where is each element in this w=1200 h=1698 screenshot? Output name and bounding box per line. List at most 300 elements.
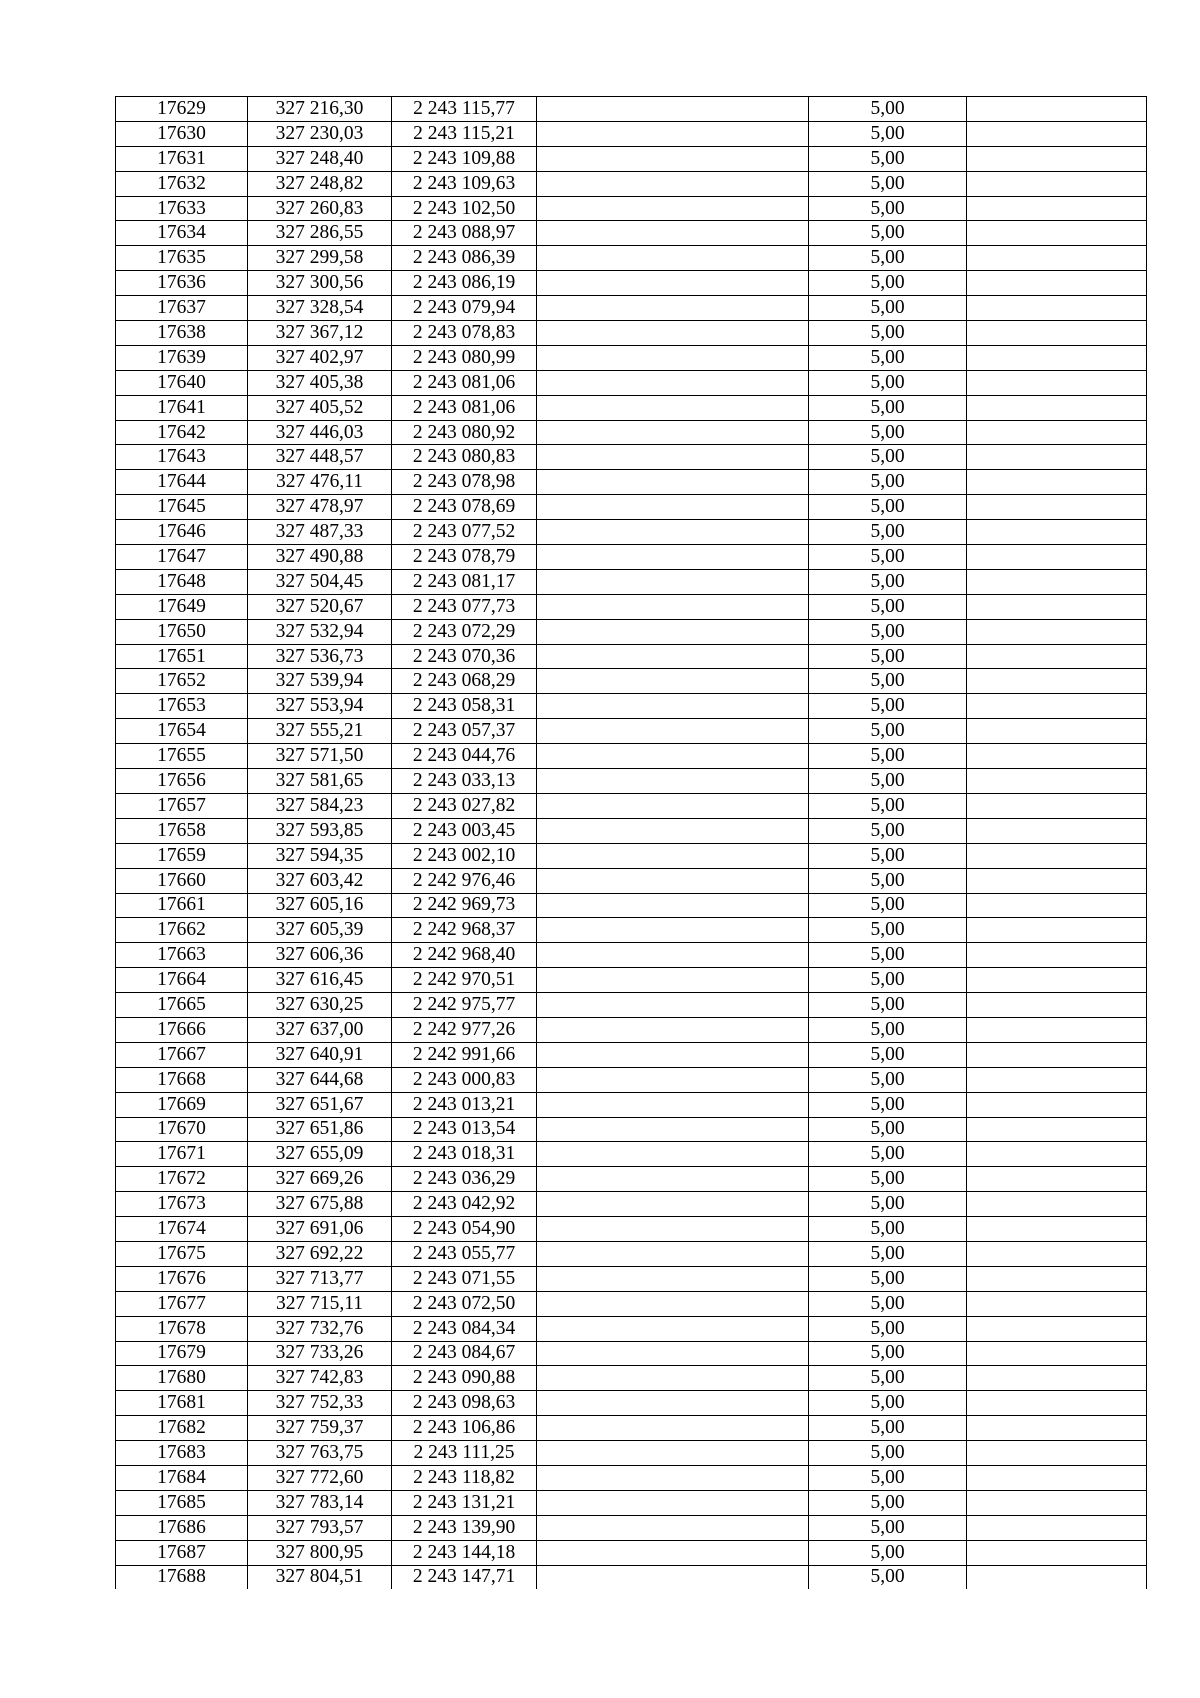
x-coordinate-cell: 327 230,03 — [248, 121, 392, 146]
x-coordinate-cell: 327 605,39 — [248, 918, 392, 943]
empty-cell — [967, 1042, 1147, 1067]
empty-cell — [967, 619, 1147, 644]
empty-cell — [537, 1465, 809, 1490]
point-number-cell: 17634 — [116, 221, 248, 246]
value-cell: 5,00 — [809, 1565, 967, 1589]
x-coordinate-cell: 327 504,45 — [248, 569, 392, 594]
empty-cell — [537, 1192, 809, 1217]
y-coordinate-cell: 2 243 084,34 — [392, 1316, 537, 1341]
point-number-cell: 17659 — [116, 843, 248, 868]
point-number-cell: 17654 — [116, 719, 248, 744]
point-number-cell: 17677 — [116, 1291, 248, 1316]
empty-cell — [537, 121, 809, 146]
y-coordinate-cell: 2 243 078,98 — [392, 470, 537, 495]
empty-cell — [537, 694, 809, 719]
y-coordinate-cell: 2 242 969,73 — [392, 893, 537, 918]
x-coordinate-cell: 327 402,97 — [248, 345, 392, 370]
table-row — [116, 1192, 1147, 1217]
x-coordinate-cell: 327 793,57 — [248, 1515, 392, 1540]
empty-cell — [967, 370, 1147, 395]
y-coordinate-cell: 2 243 080,99 — [392, 345, 537, 370]
table-row — [116, 470, 1147, 495]
point-number-cell: 17633 — [116, 196, 248, 221]
table-row — [116, 1291, 1147, 1316]
point-number-cell: 17639 — [116, 345, 248, 370]
x-coordinate-cell: 327 581,65 — [248, 769, 392, 794]
table-row — [116, 594, 1147, 619]
x-coordinate-cell: 327 752,33 — [248, 1391, 392, 1416]
empty-cell — [537, 1042, 809, 1067]
value-cell: 5,00 — [809, 1167, 967, 1192]
y-coordinate-cell: 2 242 975,77 — [392, 993, 537, 1018]
empty-cell — [537, 669, 809, 694]
point-number-cell: 17635 — [116, 246, 248, 271]
empty-cell — [537, 744, 809, 769]
point-number-cell: 17676 — [116, 1266, 248, 1291]
empty-cell — [537, 271, 809, 296]
empty-cell — [537, 221, 809, 246]
empty-cell — [537, 545, 809, 570]
empty-cell — [967, 296, 1147, 321]
empty-cell — [537, 893, 809, 918]
empty-cell — [537, 370, 809, 395]
empty-cell — [537, 793, 809, 818]
table-row — [116, 1416, 1147, 1441]
x-coordinate-cell: 327 446,03 — [248, 420, 392, 445]
point-number-cell: 17645 — [116, 495, 248, 520]
table-row — [116, 321, 1147, 346]
table-row — [116, 644, 1147, 669]
empty-cell — [967, 395, 1147, 420]
value-cell: 5,00 — [809, 196, 967, 221]
empty-cell — [537, 1515, 809, 1540]
point-number-cell: 17631 — [116, 146, 248, 171]
point-number-cell: 17658 — [116, 818, 248, 843]
table-row — [116, 744, 1147, 769]
value-cell: 5,00 — [809, 1142, 967, 1167]
point-number-cell: 17684 — [116, 1465, 248, 1490]
empty-cell — [537, 196, 809, 221]
point-number-cell: 17629 — [116, 97, 248, 122]
empty-cell — [537, 1266, 809, 1291]
empty-cell — [967, 1540, 1147, 1565]
table-row — [116, 1092, 1147, 1117]
y-coordinate-cell: 2 243 018,31 — [392, 1142, 537, 1167]
table-row — [116, 520, 1147, 545]
empty-cell — [537, 1241, 809, 1266]
y-coordinate-cell: 2 243 079,94 — [392, 296, 537, 321]
point-number-cell: 17660 — [116, 868, 248, 893]
x-coordinate-cell: 327 299,58 — [248, 246, 392, 271]
table-row — [116, 121, 1147, 146]
y-coordinate-cell: 2 243 147,71 — [392, 1565, 537, 1589]
empty-cell — [967, 1167, 1147, 1192]
empty-cell — [537, 1490, 809, 1515]
x-coordinate-cell: 327 691,06 — [248, 1217, 392, 1242]
value-cell: 5,00 — [809, 545, 967, 570]
point-number-cell: 17681 — [116, 1391, 248, 1416]
empty-cell — [967, 1366, 1147, 1391]
empty-cell — [537, 1117, 809, 1142]
empty-cell — [967, 843, 1147, 868]
empty-cell — [967, 1341, 1147, 1366]
y-coordinate-cell: 2 243 109,88 — [392, 146, 537, 171]
empty-cell — [967, 993, 1147, 1018]
empty-cell — [967, 594, 1147, 619]
empty-cell — [967, 271, 1147, 296]
value-cell: 5,00 — [809, 968, 967, 993]
value-cell: 5,00 — [809, 271, 967, 296]
x-coordinate-cell: 327 669,26 — [248, 1167, 392, 1192]
table-row — [116, 296, 1147, 321]
empty-cell — [967, 1465, 1147, 1490]
table-row — [116, 395, 1147, 420]
x-coordinate-cell: 327 593,85 — [248, 818, 392, 843]
point-number-cell: 17685 — [116, 1490, 248, 1515]
y-coordinate-cell: 2 243 081,06 — [392, 370, 537, 395]
empty-cell — [967, 1241, 1147, 1266]
value-cell: 5,00 — [809, 694, 967, 719]
value-cell: 5,00 — [809, 370, 967, 395]
point-number-cell: 17679 — [116, 1341, 248, 1366]
empty-cell — [537, 1391, 809, 1416]
empty-cell — [967, 719, 1147, 744]
value-cell: 5,00 — [809, 1341, 967, 1366]
y-coordinate-cell: 2 243 115,21 — [392, 121, 537, 146]
empty-cell — [967, 968, 1147, 993]
point-number-cell: 17630 — [116, 121, 248, 146]
x-coordinate-cell: 327 216,30 — [248, 97, 392, 122]
y-coordinate-cell: 2 243 054,90 — [392, 1217, 537, 1242]
empty-cell — [537, 818, 809, 843]
empty-cell — [537, 918, 809, 943]
value-cell: 5,00 — [809, 345, 967, 370]
x-coordinate-cell: 327 644,68 — [248, 1067, 392, 1092]
y-coordinate-cell: 2 243 144,18 — [392, 1540, 537, 1565]
empty-cell — [537, 594, 809, 619]
value-cell: 5,00 — [809, 719, 967, 744]
empty-cell — [967, 669, 1147, 694]
point-number-cell: 17669 — [116, 1092, 248, 1117]
empty-cell — [537, 395, 809, 420]
point-number-cell: 17644 — [116, 470, 248, 495]
empty-cell — [967, 1017, 1147, 1042]
y-coordinate-cell: 2 242 968,37 — [392, 918, 537, 943]
x-coordinate-cell: 327 742,83 — [248, 1366, 392, 1391]
value-cell: 5,00 — [809, 1490, 967, 1515]
value-cell: 5,00 — [809, 744, 967, 769]
point-number-cell: 17665 — [116, 993, 248, 1018]
empty-cell — [967, 1192, 1147, 1217]
x-coordinate-cell: 327 606,36 — [248, 943, 392, 968]
table-row — [116, 1167, 1147, 1192]
empty-cell — [967, 420, 1147, 445]
point-number-cell: 17674 — [116, 1217, 248, 1242]
table-row — [116, 1117, 1147, 1142]
y-coordinate-cell: 2 243 078,83 — [392, 321, 537, 346]
value-cell: 5,00 — [809, 918, 967, 943]
point-number-cell: 17661 — [116, 893, 248, 918]
y-coordinate-cell: 2 243 058,31 — [392, 694, 537, 719]
empty-cell — [537, 943, 809, 968]
empty-cell — [537, 968, 809, 993]
y-coordinate-cell: 2 242 968,40 — [392, 943, 537, 968]
value-cell: 5,00 — [809, 296, 967, 321]
empty-cell — [967, 644, 1147, 669]
point-number-cell: 17653 — [116, 694, 248, 719]
empty-cell — [537, 644, 809, 669]
point-number-cell: 17650 — [116, 619, 248, 644]
x-coordinate-cell: 327 584,23 — [248, 793, 392, 818]
table-row — [116, 1217, 1147, 1242]
empty-cell — [967, 221, 1147, 246]
point-number-cell: 17656 — [116, 769, 248, 794]
y-coordinate-cell: 2 243 109,63 — [392, 171, 537, 196]
value-cell: 5,00 — [809, 1092, 967, 1117]
value-cell: 5,00 — [809, 1391, 967, 1416]
point-number-cell: 17652 — [116, 669, 248, 694]
value-cell: 5,00 — [809, 1540, 967, 1565]
value-cell: 5,00 — [809, 1441, 967, 1466]
empty-cell — [967, 1092, 1147, 1117]
point-number-cell: 17647 — [116, 545, 248, 570]
value-cell: 5,00 — [809, 321, 967, 346]
empty-cell — [537, 345, 809, 370]
x-coordinate-cell: 327 248,40 — [248, 146, 392, 171]
y-coordinate-cell: 2 243 055,77 — [392, 1241, 537, 1266]
point-number-cell: 17687 — [116, 1540, 248, 1565]
table-row — [116, 370, 1147, 395]
x-coordinate-cell: 327 804,51 — [248, 1565, 392, 1589]
empty-cell — [537, 843, 809, 868]
point-number-cell: 17640 — [116, 370, 248, 395]
value-cell: 5,00 — [809, 97, 967, 122]
table-row — [116, 569, 1147, 594]
point-number-cell: 17649 — [116, 594, 248, 619]
value-cell: 5,00 — [809, 146, 967, 171]
value-cell: 5,00 — [809, 818, 967, 843]
table-row — [116, 345, 1147, 370]
value-cell: 5,00 — [809, 769, 967, 794]
empty-cell — [967, 1515, 1147, 1540]
value-cell: 5,00 — [809, 1266, 967, 1291]
empty-cell — [967, 569, 1147, 594]
table-row — [116, 893, 1147, 918]
empty-cell — [967, 1067, 1147, 1092]
empty-cell — [967, 146, 1147, 171]
table-row — [116, 1042, 1147, 1067]
value-cell: 5,00 — [809, 1241, 967, 1266]
x-coordinate-cell: 327 640,91 — [248, 1042, 392, 1067]
value-cell: 5,00 — [809, 943, 967, 968]
point-number-cell: 17648 — [116, 569, 248, 594]
table-row — [116, 146, 1147, 171]
x-coordinate-cell: 327 490,88 — [248, 545, 392, 570]
x-coordinate-cell: 327 651,67 — [248, 1092, 392, 1117]
y-coordinate-cell: 2 243 036,29 — [392, 1167, 537, 1192]
table-row — [116, 1565, 1147, 1589]
value-cell: 5,00 — [809, 1217, 967, 1242]
point-number-cell: 17670 — [116, 1117, 248, 1142]
value-cell: 5,00 — [809, 669, 967, 694]
x-coordinate-cell: 327 571,50 — [248, 744, 392, 769]
value-cell: 5,00 — [809, 644, 967, 669]
point-number-cell: 17683 — [116, 1441, 248, 1466]
empty-cell — [537, 868, 809, 893]
empty-cell — [537, 171, 809, 196]
table-row — [116, 545, 1147, 570]
point-number-cell: 17664 — [116, 968, 248, 993]
empty-cell — [537, 769, 809, 794]
value-cell: 5,00 — [809, 246, 967, 271]
empty-cell — [967, 943, 1147, 968]
table-row — [116, 1266, 1147, 1291]
value-cell: 5,00 — [809, 171, 967, 196]
table-row — [116, 1515, 1147, 1540]
value-cell: 5,00 — [809, 520, 967, 545]
empty-cell — [537, 1217, 809, 1242]
point-number-cell: 17682 — [116, 1416, 248, 1441]
table-row — [116, 1441, 1147, 1466]
x-coordinate-cell: 327 448,57 — [248, 445, 392, 470]
point-number-cell: 17632 — [116, 171, 248, 196]
point-number-cell: 17636 — [116, 271, 248, 296]
empty-cell — [967, 321, 1147, 346]
value-cell: 5,00 — [809, 619, 967, 644]
table-row — [116, 1341, 1147, 1366]
empty-cell — [537, 296, 809, 321]
table-row — [116, 843, 1147, 868]
point-number-cell: 17641 — [116, 395, 248, 420]
empty-cell — [967, 868, 1147, 893]
point-number-cell: 17662 — [116, 918, 248, 943]
empty-cell — [967, 545, 1147, 570]
point-number-cell: 17678 — [116, 1316, 248, 1341]
y-coordinate-cell: 2 243 044,76 — [392, 744, 537, 769]
x-coordinate-cell: 327 692,22 — [248, 1241, 392, 1266]
table-row — [116, 943, 1147, 968]
x-coordinate-cell: 327 405,38 — [248, 370, 392, 395]
empty-cell — [537, 1441, 809, 1466]
empty-cell — [537, 420, 809, 445]
table-row — [116, 196, 1147, 221]
empty-cell — [967, 196, 1147, 221]
table-row — [116, 221, 1147, 246]
y-coordinate-cell: 2 243 131,21 — [392, 1490, 537, 1515]
empty-cell — [967, 694, 1147, 719]
point-number-cell: 17663 — [116, 943, 248, 968]
x-coordinate-cell: 327 759,37 — [248, 1416, 392, 1441]
y-coordinate-cell: 2 243 077,52 — [392, 520, 537, 545]
empty-cell — [537, 1167, 809, 1192]
empty-cell — [537, 495, 809, 520]
value-cell: 5,00 — [809, 221, 967, 246]
empty-cell — [967, 345, 1147, 370]
y-coordinate-cell: 2 243 080,83 — [392, 445, 537, 470]
empty-cell — [537, 1067, 809, 1092]
empty-cell — [967, 520, 1147, 545]
y-coordinate-cell: 2 242 977,26 — [392, 1017, 537, 1042]
x-coordinate-cell: 327 300,56 — [248, 271, 392, 296]
x-coordinate-cell: 327 675,88 — [248, 1192, 392, 1217]
value-cell: 5,00 — [809, 1416, 967, 1441]
value-cell: 5,00 — [809, 1192, 967, 1217]
x-coordinate-cell: 327 637,00 — [248, 1017, 392, 1042]
point-number-cell: 17686 — [116, 1515, 248, 1540]
empty-cell — [537, 1017, 809, 1042]
y-coordinate-cell: 2 243 071,55 — [392, 1266, 537, 1291]
x-coordinate-cell: 327 763,75 — [248, 1441, 392, 1466]
table-row — [116, 1241, 1147, 1266]
y-coordinate-cell: 2 243 077,73 — [392, 594, 537, 619]
empty-cell — [967, 1266, 1147, 1291]
table-row — [116, 1391, 1147, 1416]
value-cell: 5,00 — [809, 1291, 967, 1316]
empty-cell — [537, 321, 809, 346]
coordinates-table — [115, 96, 1147, 1589]
x-coordinate-cell: 327 772,60 — [248, 1465, 392, 1490]
value-cell: 5,00 — [809, 420, 967, 445]
y-coordinate-cell: 2 243 057,37 — [392, 719, 537, 744]
value-cell: 5,00 — [809, 793, 967, 818]
table-row — [116, 271, 1147, 296]
value-cell: 5,00 — [809, 569, 967, 594]
x-coordinate-cell: 327 630,25 — [248, 993, 392, 1018]
table-row — [116, 246, 1147, 271]
value-cell: 5,00 — [809, 1366, 967, 1391]
y-coordinate-cell: 2 243 081,06 — [392, 395, 537, 420]
x-coordinate-cell: 327 713,77 — [248, 1266, 392, 1291]
y-coordinate-cell: 2 243 068,29 — [392, 669, 537, 694]
y-coordinate-cell: 2 243 106,86 — [392, 1416, 537, 1441]
y-coordinate-cell: 2 243 072,50 — [392, 1291, 537, 1316]
table-row — [116, 171, 1147, 196]
empty-cell — [967, 818, 1147, 843]
table-row — [116, 97, 1147, 122]
empty-cell — [967, 1291, 1147, 1316]
point-number-cell: 17675 — [116, 1241, 248, 1266]
point-number-cell: 17637 — [116, 296, 248, 321]
empty-cell — [537, 1565, 809, 1589]
value-cell: 5,00 — [809, 470, 967, 495]
x-coordinate-cell: 327 553,94 — [248, 694, 392, 719]
y-coordinate-cell: 2 243 118,82 — [392, 1465, 537, 1490]
y-coordinate-cell: 2 243 086,19 — [392, 271, 537, 296]
x-coordinate-cell: 327 286,55 — [248, 221, 392, 246]
empty-cell — [537, 1092, 809, 1117]
x-coordinate-cell: 327 651,86 — [248, 1117, 392, 1142]
empty-cell — [537, 1316, 809, 1341]
x-coordinate-cell: 327 476,11 — [248, 470, 392, 495]
point-number-cell: 17680 — [116, 1366, 248, 1391]
table-row — [116, 694, 1147, 719]
point-number-cell: 17673 — [116, 1192, 248, 1217]
x-coordinate-cell: 327 605,16 — [248, 893, 392, 918]
table-row — [116, 1067, 1147, 1092]
y-coordinate-cell: 2 243 078,79 — [392, 545, 537, 570]
empty-cell — [537, 719, 809, 744]
point-number-cell: 17651 — [116, 644, 248, 669]
point-number-cell: 17655 — [116, 744, 248, 769]
x-coordinate-cell: 327 487,33 — [248, 520, 392, 545]
x-coordinate-cell: 327 733,26 — [248, 1341, 392, 1366]
table-row — [116, 968, 1147, 993]
x-coordinate-cell: 327 715,11 — [248, 1291, 392, 1316]
value-cell: 5,00 — [809, 1465, 967, 1490]
empty-cell — [537, 146, 809, 171]
table-row — [116, 769, 1147, 794]
empty-cell — [967, 1316, 1147, 1341]
